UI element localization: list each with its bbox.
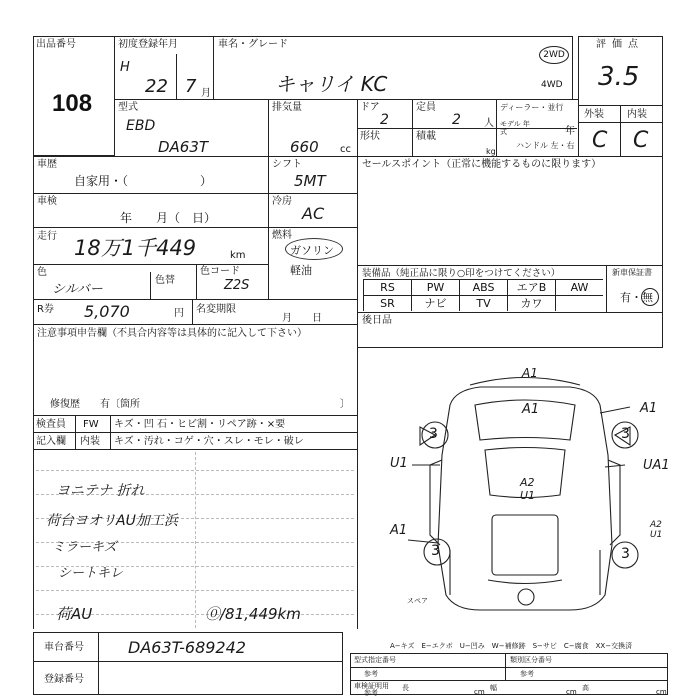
reference-label-3: 参考	[364, 689, 378, 697]
note-center-rule	[195, 452, 196, 628]
reg-month: 7	[185, 76, 197, 97]
equipment-item: RS	[363, 279, 411, 295]
reg-year: 22	[145, 76, 168, 97]
reg-divider	[176, 54, 177, 100]
disp-label: 排気量	[272, 102, 302, 113]
ext-label: 外装	[584, 109, 604, 120]
handle-label: ハンドル 左・右	[516, 141, 575, 150]
kg-unit: kg	[486, 147, 496, 156]
score-label: 評価点	[596, 39, 644, 50]
chassis-value: DA63T-689242	[128, 638, 246, 657]
chassis-divider	[98, 632, 99, 662]
score-value: 3.5	[598, 62, 640, 92]
reg-era: H	[120, 60, 130, 75]
inspector-vline1	[75, 415, 76, 450]
dealer-label: ディーラー・並行	[500, 103, 564, 112]
diagram-mark-8: A2 U1	[650, 520, 663, 540]
cc-unit: cc	[340, 144, 351, 155]
diagram-mark-2: A1	[522, 402, 540, 417]
km-unit: km	[230, 250, 246, 261]
shift-label: シフト	[272, 159, 302, 170]
person-unit: 人	[484, 118, 494, 129]
equipment-label: 装備品（純正品に限り○印をつけてください）	[362, 268, 561, 279]
diagram-mark-12: 3	[621, 546, 630, 562]
ac-value: AC	[302, 204, 325, 223]
color-label: 色	[37, 267, 47, 278]
color-value: シルバー	[52, 282, 103, 297]
lot-label: 出品番号	[36, 39, 76, 50]
note-line-1: ヨニテナ 折れ	[56, 483, 145, 499]
equipment-item	[555, 295, 603, 311]
diagram-mark-11: 3	[431, 543, 440, 559]
lot-number: 108	[52, 90, 93, 117]
recycle-value: 5,070	[84, 302, 130, 321]
diagram-mark-1: A1	[522, 366, 538, 380]
inspector-hline	[33, 432, 358, 433]
type-value2: DA63T	[158, 138, 209, 156]
after-label: 後日品	[362, 315, 392, 326]
reg-label: 初度登録年月	[118, 39, 178, 50]
cert-hline2	[350, 680, 668, 681]
inspector-vline2	[110, 415, 111, 450]
inspection-label: 車検	[37, 196, 57, 207]
repair-label: 修復歴 有〔箇所	[50, 399, 140, 410]
length-label: 長	[402, 684, 409, 692]
name-label: 車名・グレード	[218, 39, 288, 50]
int-label2: 内装	[80, 436, 100, 447]
after-cell	[357, 312, 663, 348]
fuel-label: 燃料	[272, 230, 292, 241]
cert-table	[350, 653, 668, 695]
shift-value: 5MT	[294, 172, 326, 190]
int-value: C	[633, 128, 649, 153]
cert-vline1	[505, 653, 506, 680]
note-line-4: シートキレ	[58, 566, 123, 581]
color-code-divider	[196, 264, 197, 300]
reg-month-unit: 月	[201, 88, 211, 99]
equipment-item: PW	[411, 279, 459, 295]
diagram-mark-6: A1	[390, 523, 408, 538]
diagram-mark-3: A1	[640, 401, 658, 416]
diagram-mark-9: 3	[429, 426, 438, 442]
load-label: 積載	[416, 131, 436, 142]
chassis-label: 車台番号	[44, 642, 84, 653]
year-unit: 年	[565, 126, 575, 137]
equipment-item: TV	[459, 295, 507, 311]
diagram-mark-10: 3	[621, 426, 630, 442]
fuel-value1: ガソリン	[290, 244, 334, 257]
color-divider	[150, 272, 151, 300]
equipment-item: ナビ	[411, 295, 459, 311]
color-code-label: 色コード	[200, 266, 240, 277]
equipment-item: エアB	[507, 279, 555, 295]
sales-label: セールスポイント（正常に機能するものに限ります）	[362, 159, 602, 170]
legend: A−キズ E−エクボ U−凹み W−補修跡 S−サビ C−腐食 XX−交換済	[390, 642, 633, 650]
height-label: 高	[582, 684, 589, 692]
disp-value: 660	[290, 138, 319, 156]
inspector-label: 検査員	[36, 419, 66, 430]
warranty-label: 新車保証書	[612, 268, 652, 277]
ext-value: C	[592, 128, 608, 153]
warranty-circle	[641, 288, 659, 306]
fuel-value2: 軽油	[290, 264, 312, 277]
note-line-5: 荷AU	[56, 605, 93, 623]
model-year-label: モデル 年式	[500, 120, 530, 136]
equipment-item: カワ	[507, 295, 555, 311]
note-line-6: ⓪/81,449km	[205, 605, 301, 623]
sales-cell	[357, 156, 663, 266]
mileage-label: 走行	[37, 231, 57, 242]
ac-label: 冷房	[272, 196, 292, 207]
drive-2wd: 2WD	[539, 46, 569, 64]
diagram-mark-7: A2 U1	[520, 476, 536, 502]
history-value: 自家用・（ ）	[74, 174, 213, 188]
fuel-value1-circle	[285, 238, 343, 260]
reference-label-1: 参考	[364, 670, 378, 678]
expiry-value: 月 日	[282, 313, 322, 324]
cap-label: 定員	[416, 102, 436, 113]
int-label: 内装	[627, 109, 647, 120]
equipment-item: ABS	[459, 279, 507, 295]
door-value: 2	[380, 112, 389, 128]
recycle-label: R券	[37, 304, 54, 315]
name-value: キャリイ KC	[275, 72, 388, 96]
door-label: ドア	[360, 102, 380, 113]
report-label: 注意事項申告欄（不具合内容等は具体的に記入して下さい）	[37, 328, 307, 339]
inspection-value: 年 月（ 日）	[120, 211, 217, 225]
equipment-item: SR	[363, 295, 411, 311]
mileage-value: 18万1千449	[74, 236, 197, 260]
diagram-mark-5: UA1	[643, 458, 670, 473]
type-value1: EBD	[126, 118, 156, 134]
spare-label: スペア	[407, 597, 428, 605]
color-code-value: Z2S	[224, 278, 250, 293]
note-line-2: 荷台ヨオリAU加工浜	[46, 513, 178, 529]
category-label: 類別区分番号	[510, 656, 552, 664]
cert-label: 車検証明用	[354, 682, 389, 690]
shape-label: 形状	[360, 131, 380, 142]
note-line-3: ミラーキズ	[52, 540, 117, 555]
ext-int-divider	[620, 105, 621, 157]
reg-number-label: 登録番号	[44, 674, 84, 685]
diagram-mark-4: U1	[390, 456, 408, 471]
warranty-value: 有・無	[620, 291, 653, 304]
history-label: 車歴	[37, 159, 57, 170]
equipment-item: AW	[555, 279, 603, 295]
expiry-label: 名変期限	[196, 304, 236, 315]
drive-4wd: 4WD	[541, 80, 563, 90]
ext-int-hline	[578, 122, 663, 123]
fw-label: FW	[83, 419, 99, 430]
cm-unit-3: cm	[656, 688, 667, 696]
yen-unit: 円	[174, 308, 184, 319]
notes-row1: キズ・凹 石・ヒビ割・リペア跡・×要	[114, 419, 286, 430]
reg-number-divider	[98, 661, 99, 695]
repair-close: 〕	[340, 399, 350, 410]
cap-value: 2	[452, 112, 461, 128]
cert-hline1	[350, 667, 668, 668]
cm-unit-2: cm	[566, 688, 577, 696]
cm-unit-1: cm	[474, 688, 485, 696]
type-designation-label: 型式指定番号	[354, 656, 396, 664]
notes-row2: キズ・汚れ・コゲ・穴・スレ・モレ・破レ	[114, 436, 304, 447]
width-label: 幅	[490, 684, 497, 692]
type-label: 型式	[118, 102, 138, 113]
color-change-label: 色替	[155, 275, 175, 286]
entry-label: 記入欄	[36, 436, 66, 447]
reference-label-2: 参考	[520, 670, 534, 678]
